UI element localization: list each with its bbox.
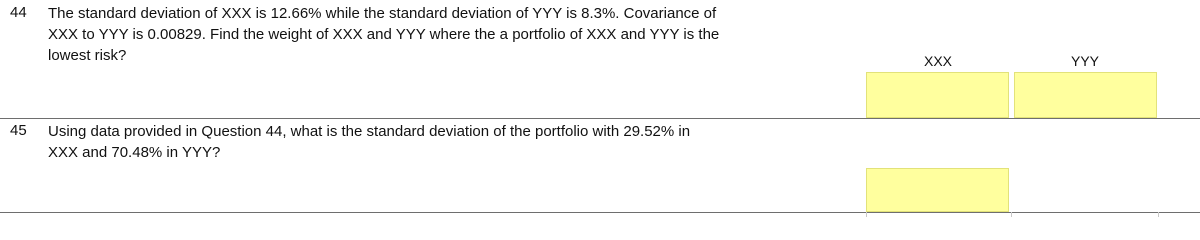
question-44-number: 44 xyxy=(10,4,27,21)
answer-cell-q45[interactable] xyxy=(866,168,1009,212)
divider-q44 xyxy=(0,118,1200,119)
question-45-line-2: XXX and 70.48% in YYY? xyxy=(48,144,221,161)
cell-gridline xyxy=(866,212,867,217)
divider-q45 xyxy=(0,212,1200,213)
answer-cell-q44-yyy[interactable] xyxy=(1014,72,1157,118)
cell-gridline xyxy=(1158,212,1159,217)
question-44-line-3: lowest risk? xyxy=(48,47,127,64)
cell-gridline xyxy=(1011,212,1012,217)
question-45-number: 45 xyxy=(10,122,27,139)
question-45-text xyxy=(48,121,690,163)
column-header-xxx: XXX xyxy=(923,53,952,69)
question-44-text xyxy=(48,3,719,66)
answer-cell-q44-xxx[interactable] xyxy=(866,72,1009,118)
question-45-line-1: Using data provided in Question 44, what is the standard deviation of the portfolio with 29.52% in xyxy=(48,123,691,140)
column-header-yyy: YYY xyxy=(1070,53,1099,69)
question-44-line-1: The standard deviation of XXX is 12.66% while the standard deviation of YYY is 8.3%. Covariance of xyxy=(48,5,717,22)
question-44-line-2: XXX to YYY is 0.00829. Find the weight of XXX and YYY where the a portfolio of XXX and YYY is the xyxy=(48,26,720,43)
